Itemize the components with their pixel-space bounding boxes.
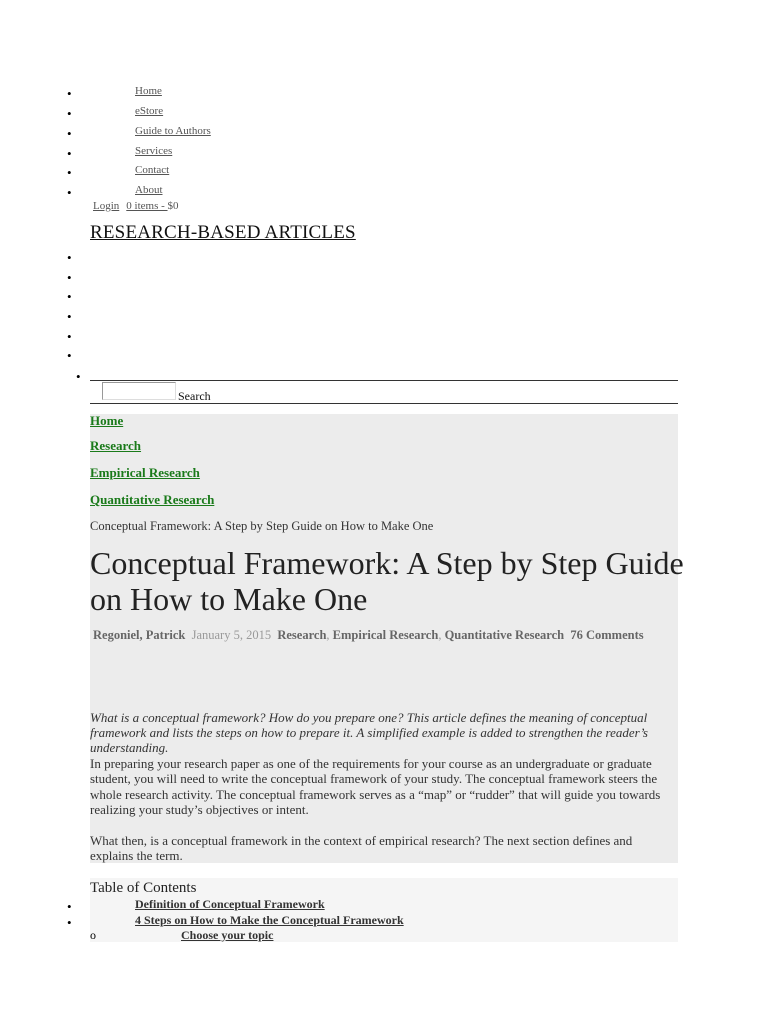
login-link[interactable]: Login xyxy=(93,200,120,212)
cart-link[interactable] xyxy=(126,200,167,212)
toc-item-steps[interactable]: 4 Steps on How to Make the Conceptual Framework xyxy=(135,913,404,927)
bullet: • xyxy=(67,250,72,265)
article-paragraph: In preparing your research paper as one of the requirements for your course as an undergraduate or graduate student, you will need to write the conceptual framework of your study. The conceptual framework steers the whole research activity. The conceptual framework serves as a “map” or “rudder” that will guide you towards realizing your study’s objectives or intent. xyxy=(90,756,661,817)
search-divider-bottom xyxy=(90,403,678,404)
article-date: January 5, 2015 xyxy=(191,628,272,642)
nav-link-contact[interactable]: Contact xyxy=(135,164,170,176)
toc-item-choose-topic[interactable]: Choose your topic xyxy=(181,928,274,942)
bullet: • xyxy=(67,899,72,914)
bullet-circle: o xyxy=(90,928,96,942)
category-link-research[interactable]: Research xyxy=(277,628,327,642)
bullet: • xyxy=(67,270,72,285)
article-meta: Regoniel, Patrick January 5, 2015 Research, Empirical Research, Quantitative Research 76 Comments xyxy=(93,628,644,642)
bullet: • xyxy=(67,348,72,363)
breadcrumb-empirical-research[interactable]: Empirical Research xyxy=(90,465,200,480)
breadcrumb-quantitative-research[interactable]: Quantitative Research xyxy=(90,492,215,507)
toc-item-definition[interactable]: Definition of Conceptual Framework xyxy=(135,897,325,911)
category-link-empirical-research[interactable]: Empirical Research xyxy=(332,628,439,642)
nav-link-guide-to-authors[interactable]: Guide to Authors xyxy=(135,125,211,137)
bullet: • xyxy=(67,309,72,324)
nav-link-estore[interactable]: eStore xyxy=(135,105,164,117)
site-title[interactable]: RESEARCH-BASED ARTICLES xyxy=(90,222,356,243)
breadcrumb-current: Conceptual Framework: A Step by Step Guide on How to Make One xyxy=(90,519,434,533)
bullet: • xyxy=(67,329,72,344)
bullet: • xyxy=(67,146,72,161)
bullet: • xyxy=(67,289,72,304)
nav-link-services[interactable]: Services xyxy=(135,145,173,157)
article-paragraph: What then, is a conceptual framework in the context of empirical research? The next section defines and explains the term. xyxy=(90,833,633,864)
article-title: Conceptual Framework: A Step by Step Guide on How to Make One xyxy=(90,545,684,617)
bullet: • xyxy=(67,185,72,200)
article-intro: What is a conceptual framework? How do you prepare one? This article defines the meaning of conceptual framework and lists the steps on how to prepare it. A simplified example is added to strengthen the reader’s understanding. xyxy=(90,710,648,755)
search-input[interactable] xyxy=(102,382,176,400)
breadcrumb-research[interactable]: Research xyxy=(90,438,142,453)
bullet: • xyxy=(67,126,72,141)
search-button[interactable]: Search xyxy=(178,389,211,403)
breadcrumb-home[interactable]: Home xyxy=(90,413,124,428)
nav-link-home[interactable]: Home xyxy=(135,85,162,97)
category-link-quantitative-research[interactable]: Quantitative Research xyxy=(444,628,565,642)
search-divider-top xyxy=(90,380,678,381)
bullet: • xyxy=(67,106,72,121)
account-bar xyxy=(93,196,179,214)
cart-total: $0 xyxy=(167,200,179,212)
bullet: • xyxy=(67,915,72,930)
bullet: • xyxy=(76,369,81,384)
cart-count: 0 items - xyxy=(126,200,168,212)
author-link[interactable]: Regoniel, Patrick xyxy=(93,628,186,642)
toc-title: Table of Contents xyxy=(90,880,197,896)
bullet: • xyxy=(67,165,72,180)
nav-link-about[interactable]: About xyxy=(135,184,163,196)
bullet: • xyxy=(67,86,72,101)
comments-link[interactable]: 76 Comments xyxy=(570,628,644,642)
